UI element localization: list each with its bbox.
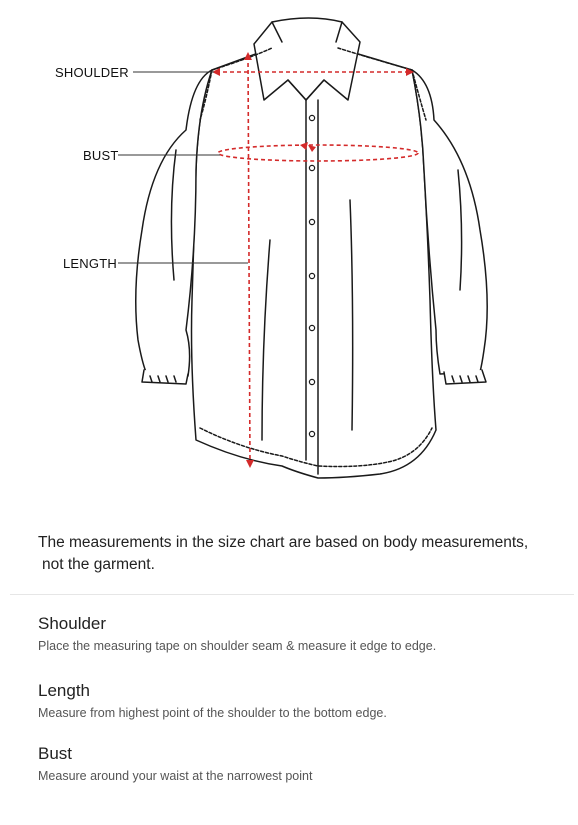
measure-title: Shoulder: [38, 614, 107, 633]
measure-item-length: [38, 681, 387, 720]
label-bust: BUST: [83, 148, 119, 163]
shirt-outline: [136, 18, 487, 478]
button-5: [309, 325, 314, 330]
measure-description: Measure around your waist at the narrowest point: [38, 769, 313, 783]
size-chart-note: [38, 532, 558, 576]
button-4: [309, 273, 314, 278]
measure-item-bust: [38, 744, 312, 783]
note-line-2: not the garment.: [42, 556, 155, 573]
button-7: [309, 431, 314, 436]
measure-description: Place the measuring tape on shoulder seam & measure it edge to edge.: [38, 639, 437, 653]
note-line-1: The measurements in the size chart are based on body measurements,: [38, 534, 529, 551]
label-length: LENGTH: [63, 256, 117, 271]
button-3: [309, 219, 314, 224]
button-6: [309, 379, 314, 384]
button-1: [309, 115, 314, 120]
measure-title: Bust: [38, 744, 73, 763]
measure-title: Length: [38, 681, 90, 700]
section-divider: [10, 594, 574, 595]
length-arrow-bottom: [246, 460, 254, 468]
measure-description: Measure from highest point of the shoulder to the bottom edge.: [38, 706, 387, 720]
label-shoulder: SHOULDER: [55, 65, 129, 80]
button-2: [309, 165, 314, 170]
measure-item-shoulder: [38, 614, 436, 653]
